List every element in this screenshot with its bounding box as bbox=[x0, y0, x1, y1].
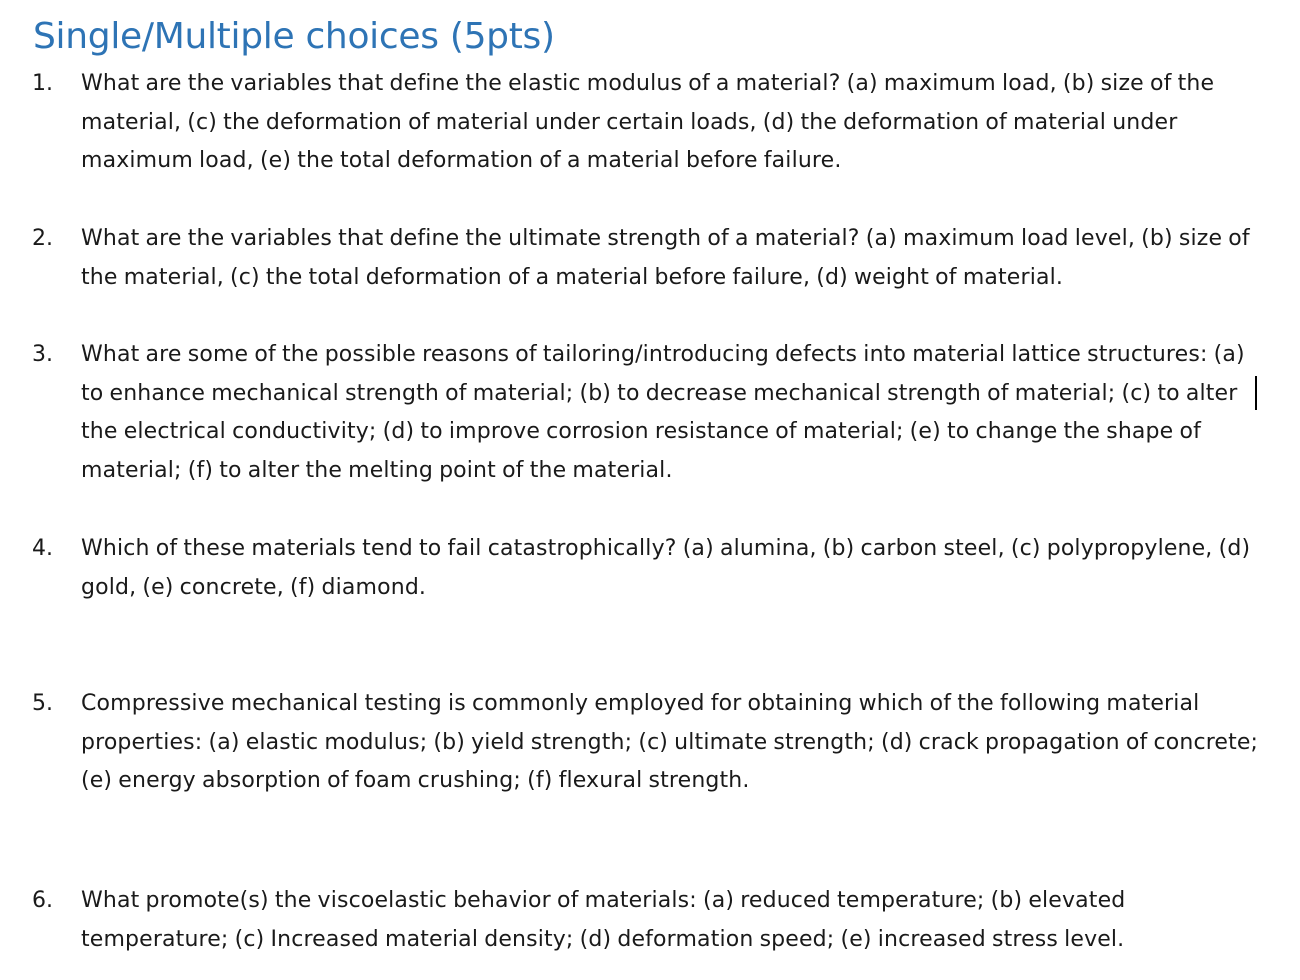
question-text[interactable]: Compressive mechanical testing is commonly employed for obtaining which of the following material properties: (a) elastic modulus; (b) yield strength; (c) ultimate strength; (d) crack propagation of concrete; (e) energy absorption of foam crushing; (f) flexural strength. bbox=[81, 691, 1259, 794]
question-number: 2. bbox=[32, 226, 53, 251]
question-number: 5. bbox=[32, 691, 53, 716]
question-text[interactable]: Which of these materials tend to fail catastrophically? (a) alumina, (b) carbon steel, (c) polypropylene, (d) gold, (e) concrete, (f) diamond. bbox=[81, 536, 1251, 600]
question-number: 3. bbox=[32, 342, 53, 367]
question-number: 1. bbox=[32, 71, 53, 96]
question-text[interactable]: What are some of the possible reasons of tailoring/introducing defects into material lattice structures: (a) to enhance mechanical strength of material; (b) to decrease mechanical strength of material; (c) to alter the electrical conductivity; (d) to improve corrosion resistance of material; (e) to change the shape of material; (f) to alter the melting point of the material. bbox=[81, 342, 1245, 483]
question-number: 4. bbox=[32, 536, 53, 561]
section-heading: Single/Multiple choices (5pts) bbox=[33, 16, 555, 57]
question-text[interactable]: What promote(s) the viscoelastic behavior of materials: (a) reduced temperature; (b) elevated temperature; (c) Increased material density; (d) deformation speed; (e) increased stress level. bbox=[81, 888, 1126, 952]
question-text[interactable]: What are the variables that define the ultimate strength of a material? (a) maximum load level, (b) size of the material, (c) the total deformation of a material before failure, (d) weight of material. bbox=[81, 226, 1250, 290]
text-cursor bbox=[1255, 376, 1257, 410]
question-text[interactable]: What are the variables that define the elastic modulus of a material? (a) maximum load, (b) size of the material, (c) the deformation of material under certain loads, (d) the deformation of material under maximum load, (e) the total deformation of a material before failure. bbox=[81, 71, 1215, 174]
question-number: 6. bbox=[32, 888, 53, 913]
